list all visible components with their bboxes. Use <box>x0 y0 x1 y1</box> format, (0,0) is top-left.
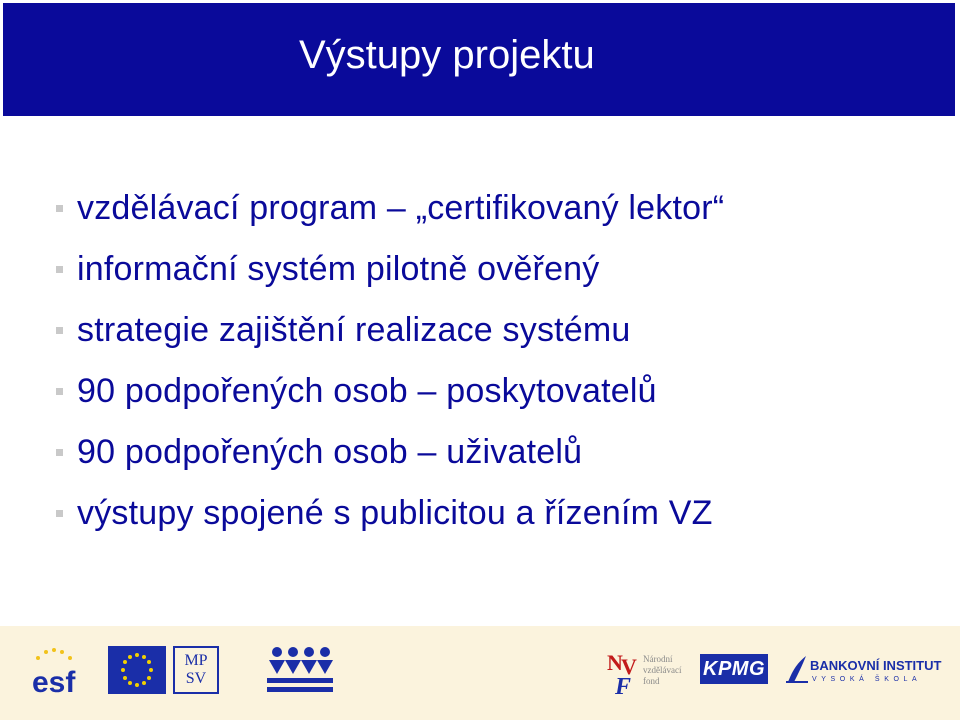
bullet-text: výstupy spojené s publicitou a řízením VZ <box>77 494 713 532</box>
square-bullet-icon <box>56 327 63 334</box>
esf-logo-icon <box>30 646 86 696</box>
svg-text:F: F <box>615 674 632 696</box>
logo-footer <box>0 626 960 720</box>
mpsv-logo-icon <box>173 646 219 694</box>
bullet-item <box>56 300 724 361</box>
bullet-text: vzdělávací program – „certifikovaný lektor“ <box>77 189 725 227</box>
svg-text:N: N <box>607 650 623 675</box>
nvf-logo-icon <box>607 650 641 696</box>
svg-text:V: V <box>621 654 637 679</box>
square-bullet-icon <box>56 510 63 517</box>
bullet-item <box>56 361 724 422</box>
bullet-text: informační systém pilotně ověřený <box>77 250 600 288</box>
bankovni-institut-logo-icon <box>786 654 808 684</box>
bullet-text: 90 podpořených osob – poskytovatelů <box>77 372 657 410</box>
kpmg-logo-icon <box>700 654 768 684</box>
bullet-item <box>56 178 724 239</box>
people-logo-icon <box>265 644 335 698</box>
bullet-list <box>56 178 724 544</box>
square-bullet-icon <box>56 449 63 456</box>
bullet-item <box>56 239 724 300</box>
mpsv-logo-text: MP SV <box>184 652 208 687</box>
bankovni-institut-subtitle: VYSOKÁ ŠKOLA <box>812 676 922 683</box>
esf-logo-text: esf <box>32 666 76 696</box>
bullet-text: 90 podpořených osob – uživatelů <box>77 433 583 471</box>
page-title: Výstupy projektu <box>299 33 595 77</box>
bankovni-institut-name: BANKOVNÍ INSTITUT <box>810 658 942 673</box>
nvf-text: Národní vzdělávací fond <box>643 654 682 686</box>
square-bullet-icon <box>56 205 63 212</box>
square-bullet-icon <box>56 266 63 273</box>
title-bar <box>3 3 955 116</box>
bullet-item <box>56 483 724 544</box>
square-bullet-icon <box>56 388 63 395</box>
bullet-item <box>56 422 724 483</box>
kpmg-logo-text: KPMG <box>703 658 765 680</box>
eu-flag-icon <box>108 646 166 694</box>
bullet-text: strategie zajištění realizace systému <box>77 311 631 349</box>
